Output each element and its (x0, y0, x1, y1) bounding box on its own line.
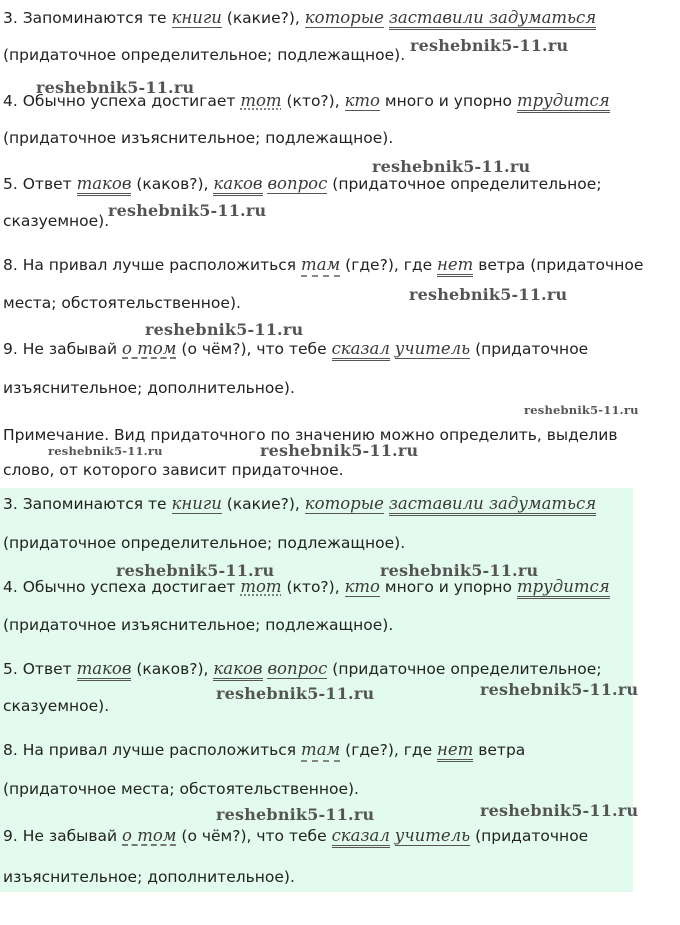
watermark: reshebnik5-11.ru (409, 285, 568, 304)
word-vopros: вопрос (267, 174, 328, 193)
text: 5. Ответ (3, 660, 77, 678)
watermark: reshebnik5-11.ru (372, 157, 531, 176)
text: (кто?), (281, 92, 345, 110)
watermark: reshebnik5-11.ru (480, 680, 639, 699)
text: много и упорно (380, 578, 517, 596)
text: 5. Ответ (3, 175, 77, 193)
word-skazal: сказал (332, 339, 390, 361)
block2-sentence9-line1 (3, 826, 588, 846)
block2-sentence3-line1 (3, 494, 596, 514)
block1-sentence3-line1 (3, 8, 596, 28)
block2-sentence4-line2: (придаточное изъяснительное; подлежащное). (3, 616, 394, 634)
word-takov: таков (77, 659, 132, 681)
word-uchitel: учитель (394, 339, 471, 358)
watermark: reshebnik5-11.ru (260, 441, 419, 460)
text: (придаточное определительное; (327, 175, 602, 193)
block1-sentence5-line1 (3, 174, 602, 194)
block2-sentence9-line2: изъяснительное; дополнительное). (3, 868, 295, 886)
word-vopros: вопрос (267, 659, 328, 678)
block2-sentence5-line1 (3, 659, 602, 679)
word-zastavili: заставили задуматься (389, 8, 596, 30)
block1-sentence3-line2: (придаточное определительное; подлежащное). (3, 46, 406, 64)
note-line1: Примечание. Вид придаточного по значению можно определить, выделив (3, 426, 618, 444)
word-kto: кто (344, 577, 380, 596)
word-zastavili: заставили задуматься (389, 494, 596, 516)
block1-sentence5-line2: сказуемное). (3, 212, 110, 230)
text: 9. Не забывай (3, 827, 123, 845)
word-o-tom: о том (122, 826, 177, 845)
word-knigi: книги (171, 8, 222, 27)
text: 4. Обычно успеха достигает (3, 578, 241, 596)
word-truditsya: трудится (517, 91, 610, 113)
word-tam: там (301, 255, 341, 274)
block2-sentence8-line1 (3, 740, 525, 760)
word-net: нет (437, 740, 473, 762)
watermark: reshebnik5-11.ru (48, 444, 163, 458)
text: (о чём?), что тебе (176, 827, 332, 845)
watermark: reshebnik5-11.ru (480, 801, 639, 820)
word-net: нет (437, 255, 473, 277)
word-tam: там (301, 740, 341, 759)
text: много и упорно (380, 92, 517, 110)
word-kakov: каков (213, 659, 262, 681)
block1-sentence4-line2: (придаточное изъяснительное; подлежащное). (3, 129, 394, 147)
text: (где?), где (340, 741, 438, 759)
watermark: reshebnik5-11.ru (410, 36, 569, 55)
watermark: reshebnik5-11.ru (145, 320, 304, 339)
word-kakov: каков (213, 174, 262, 196)
word-skazal: сказал (332, 826, 390, 848)
text: (придаточное (470, 340, 589, 358)
text: (о чём?), что тебе (176, 340, 332, 358)
text: (какие?), (221, 495, 305, 513)
text: 8. На привал лучше расположиться (3, 256, 302, 274)
watermark: reshebnik5-11.ru (380, 561, 539, 580)
block2-sentence3-line2: (придаточное определительное; подлежащное). (3, 534, 406, 552)
text: ветра (придаточное (473, 256, 644, 274)
text: (придаточное (470, 827, 589, 845)
text: (каков?), (131, 175, 214, 193)
text: 4. Обычно успеха достигает (3, 92, 241, 110)
text: 3. Запоминаются те (3, 495, 172, 513)
text: 9. Не забывай (3, 340, 123, 358)
text: (какие?), (221, 9, 305, 27)
block2-sentence8-line2: (придаточное места; обстоятельственное). (3, 780, 359, 798)
text: (где?), где (340, 256, 438, 274)
word-uchitel: учитель (394, 826, 471, 845)
text: (кто?), (281, 578, 345, 596)
watermark: reshebnik5-11.ru (116, 561, 275, 580)
word-truditsya: трудится (517, 577, 610, 599)
block1-sentence9-line1 (3, 339, 588, 359)
watermark: reshebnik5-11.ru (216, 684, 375, 703)
watermark: reshebnik5-11.ru (524, 403, 639, 417)
watermark: reshebnik5-11.ru (216, 805, 375, 824)
word-kto: кто (344, 91, 380, 110)
watermark: reshebnik5-11.ru (36, 78, 195, 97)
text: (придаточное определительное; (327, 660, 602, 678)
word-o-tom: о том (122, 339, 177, 358)
text: 8. На привал лучше расположиться (3, 741, 302, 759)
word-takov: таков (77, 174, 132, 196)
note-line2: слово, от которого зависит придаточное. (3, 461, 344, 479)
text: (каков?), (131, 660, 214, 678)
text: 3. Запоминаются те (3, 9, 172, 27)
text: ветра (473, 741, 526, 759)
word-kotorye: которые (304, 8, 384, 27)
block2-sentence5-line2: сказуемное). (3, 697, 110, 715)
block1-sentence8-line2: места; обстоятельственное). (3, 294, 241, 312)
word-knigi: книги (171, 494, 222, 513)
word-tot: тот (240, 91, 282, 110)
block2-sentence4-line1 (3, 577, 610, 597)
word-tot: тот (240, 577, 282, 596)
block1-sentence9-line2: изъяснительное; дополнительное). (3, 379, 295, 397)
watermark: reshebnik5-11.ru (108, 201, 267, 220)
word-kotorye: которые (304, 494, 384, 513)
block1-sentence8-line1 (3, 255, 643, 275)
